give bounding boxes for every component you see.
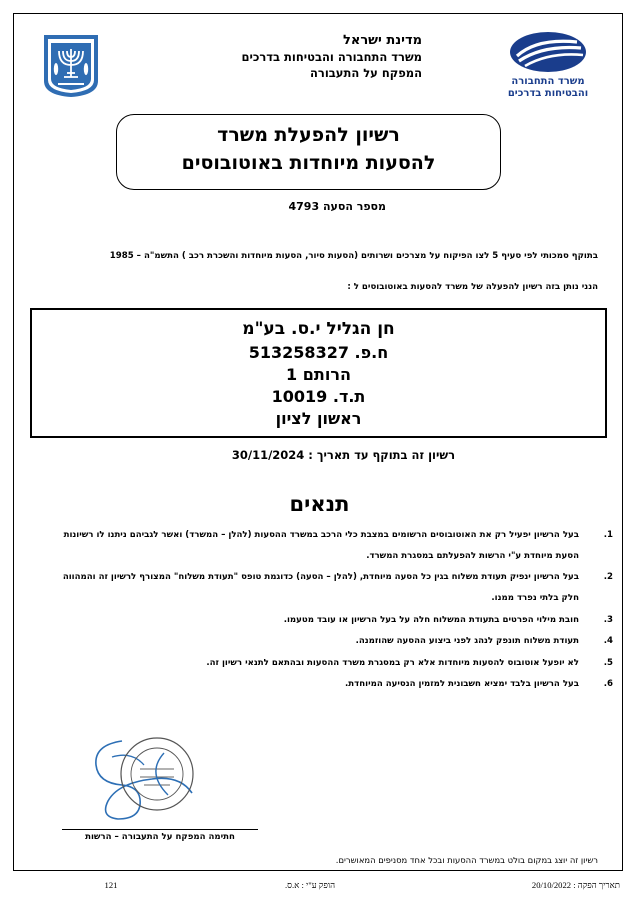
- condition-text: בעל הרשיון ינפיק תעודת משלוח בגין כל הסעה מיוחדת, (להלן – הסעה) כדוגמת טופס "תעודת משלוח" המצורף לרשיון זה והמהווה חלק בלתי נפרד ממנו.: [62, 572, 579, 603]
- ministry-of-transport-logo: [507, 30, 589, 105]
- condition-text: חובת מילוי הפרטים בתעודת המשלוח חלה על בעל הרשיון או עובד מטעמו.: [283, 615, 579, 625]
- route-number: מספר הסעה 4793: [288, 200, 386, 213]
- conditions-heading: תנאים: [289, 492, 350, 516]
- condition-item: [48, 653, 613, 674]
- signature-caption: חתימה המפקח על התעבורה – הרשות: [85, 832, 235, 842]
- condition-item: [48, 631, 613, 652]
- government-header: [200, 33, 422, 81]
- condition-number: 3.: [603, 615, 613, 625]
- condition-text: בעל הרשיון בלבד ימציא חשבונית למזמין הנסיעה המיוחדת.: [345, 679, 579, 689]
- condition-number: 1.: [603, 530, 613, 540]
- valid-until: רשיון זה בתוקף עד תאריך : 30/11/2024: [231, 448, 455, 462]
- license-title-line-2: להסעות מיוחדות באוטובוסים: [181, 152, 436, 174]
- licensee-details-box: [30, 308, 607, 438]
- condition-text: לא יופעל אוטובוס להסעות מיוחדות אלא רק במסגרת משרד ההסעות ובהתאם לתנאי רשיון זה.: [206, 658, 579, 668]
- condition-item: [48, 567, 613, 609]
- grant-statement: הנני נותן בזה רשיון להפעלה של משרד להסעות באוטובוסים ל :: [347, 282, 598, 292]
- legal-basis-text: בתוקף סמכותי לפי סעיף 5 לצו הפיקוח על מצרכים ושרותים (הסעות סיור, הסעות מיוחדות והשכרת רכב ) התשמ"ה – 1985: [109, 251, 598, 261]
- document-number: 121: [104, 880, 118, 890]
- signature-line: [62, 829, 258, 830]
- condition-text: בעל הרשיון יפעיל רק את האוטובוסים הרשומים במצבת כלי הרכב במשרד ההסעות (להלן – המשרד) ואשר לגביהם ניתנו לו רשיונות הסעת מיוחדת ע"י הרשות להפעלתם במסגרת המשרד.: [63, 530, 579, 561]
- condition-text: תעודת משלוח תונפק לנהג לפני ביצוע ההסעה שהוזמנה.: [355, 636, 579, 646]
- condition-number: 2.: [603, 572, 613, 582]
- condition-item: [48, 525, 613, 567]
- condition-item: [48, 610, 613, 631]
- city: ראשון לציון: [275, 409, 362, 428]
- issued-by: הופק ע"י : א.ס.: [284, 880, 336, 890]
- condition-number: 4.: [603, 636, 613, 646]
- logo-line-1: משרד התחבורה: [511, 76, 585, 87]
- state-name: מדינת ישראל: [342, 33, 422, 48]
- department-name: המפקח על התעבורה: [310, 66, 422, 80]
- state-emblem-icon: [40, 33, 102, 99]
- license-title-line-1: רשיון להפעלת משרד: [217, 124, 400, 146]
- street-address: הרותם 1: [286, 365, 351, 384]
- condition-number: 5.: [603, 658, 613, 668]
- condition-item: [48, 674, 613, 695]
- licensee-name: חן הגליל י.ס. בע"מ: [242, 319, 395, 339]
- condition-number: 6.: [603, 679, 613, 689]
- ministry-of-transport-logo-icon: [507, 30, 589, 76]
- company-id: ח.פ. 513258327: [248, 343, 389, 362]
- display-footnote: רשיון זה יוצג במקום בולט במשרד ההסעות ובכל אחד מסניפים המאושרים.: [335, 855, 598, 865]
- issue-date: תאריך הפקה : 20/10/2022: [531, 880, 620, 890]
- license-title-box: [116, 114, 501, 190]
- logo-line-2: והבטיחות בדרכים: [507, 88, 589, 99]
- ministry-name: משרד התחבורה והבטיחות בדרכים: [241, 50, 422, 64]
- official-stamp-icon: [116, 733, 198, 815]
- po-box: ת.ד. 10019: [271, 387, 366, 406]
